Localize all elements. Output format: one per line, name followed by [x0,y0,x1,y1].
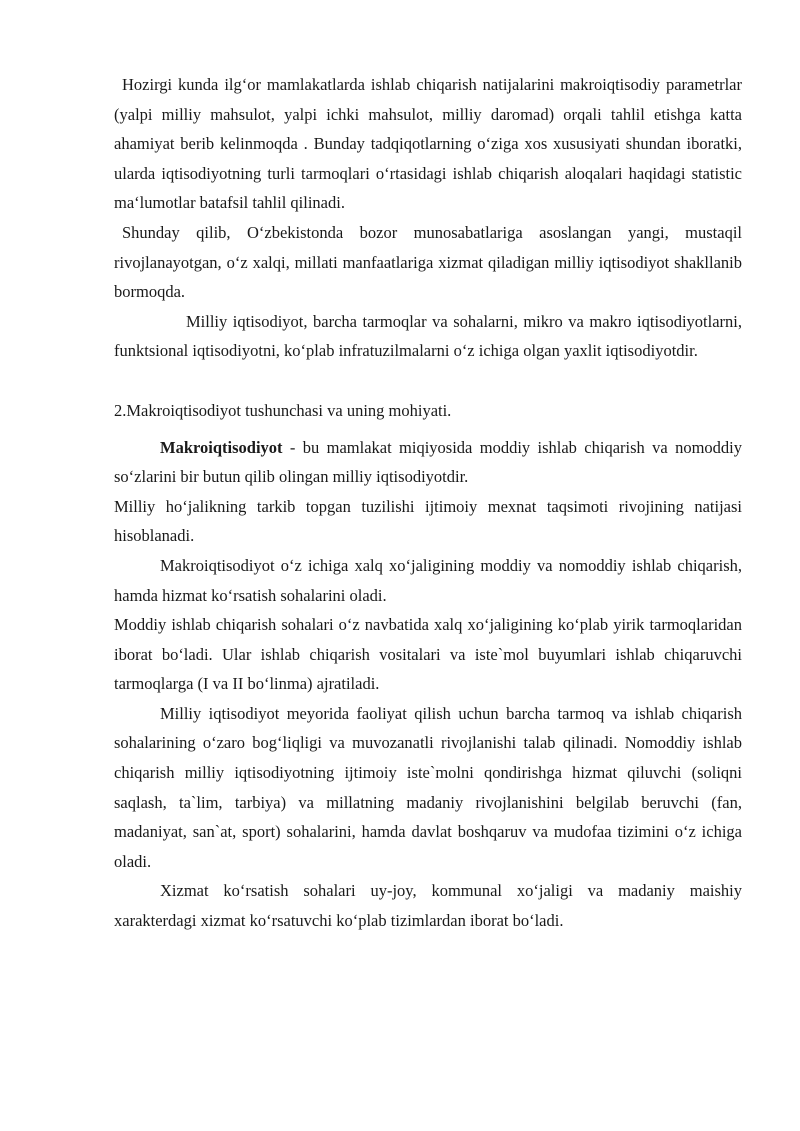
paragraph-balance: Milliy iqtisodiyot meyorida faoliyat qilish uchun barcha tarmoq va ishlab chiqarish sohalarining o‘zaro bog‘liqligi va muvozanatli rivojlanishi talab qilinadi. Nomoddiy ishlab chiqarish milliy iqtisodiyotning ijtimoiy iste`molni qondirishga hizmat qiluvchi (soliqni saqlash, ta`lim, tarbiya) va millatning madaniy rivojlanishini belgilab beruvchi (fan, madaniyat, san`at, sport) sohalarini, hamda davlat boshqaruv va mudofaa tizimini o‘z ichiga oladi. [114,703,742,871]
definition-term: Makroiqtisodiyot [160,437,283,457]
paragraph-structure: Milliy ho‘jalikning tarkib topgan tuzilishi ijtimoiy mexnat taqsimoti rivojining natijasi hisoblanadi. [114,496,742,546]
definition-paragraph [114,433,742,492]
paragraph-macro-scope: Makroiqtisodiyot o‘z ichiga xalq xo‘jaligining moddiy va nomoddiy ishlab chiqarish, hamda hizmat ko‘rsatish sohalarini oladi. [114,555,742,605]
document-page [114,70,742,936]
section-heading: 2.Makroiqtisodiyot tushunchasi va uning mohiyati. [114,400,452,420]
paragraph-uzbekistan: Shunday qilib, O‘zbekistonda bozor munosabatlariga asoslangan yangi, mustaqil rivojlanayotgan, o‘z xalqi, millati manfaatlariga xizmat qiladigan milliy iqtisodiyot shakllanib bormoqda. [114,222,742,302]
definition-text: - bu mamlakat miqiyosida moddiy ishlab chiqarish va nomoddiy so‘zlarini bir butun qilib olingan milliy iqtisodiyotdir. [114,437,742,487]
paragraph-intro: Hozirgi kunda ilg‘or mamlakatlarda ishlab chiqarish natijalarini makroiqtisodiy parametrlar (yalpi milliy mahsulot, yalpi ichki mahsulot, milliy daromad) orqali tahlil etishga katta ahamiyat berib kelinmoqda . Bunday tadqiqotlarning o‘ziga xos xususiyati shundan iboratki, ularda iqtisodiyotning turli tarmoqlari o‘rtasidagi ishlab chiqarish aloqalari haqidagi statistic ma‘lumotlar batafsil tahlil qilinadi. [114,75,742,213]
paragraph-material-production: Moddiy ishlab chiqarish sohalari o‘z navbatida xalq xo‘jaligining ko‘plab yirik tarmoqlaridan iborat bo‘ladi. Ular ishlab chiqarish vositalari va iste`mol buyumlari ishlab chiqaruvchi tarmoqlarga (I va II bo‘linma) ajratiladi. [114,615,742,694]
paragraph-services: Xizmat ko‘rsatish sohalari uy-joy, kommunal xo‘jaligi va madaniy maishiy xarakterdagi xizmat ko‘rsatuvchi ko‘plab tizimlardan iborat bo‘ladi. [114,881,742,931]
paragraph-national-economy: Milliy iqtisodiyot, barcha tarmoqlar va sohalarni, mikro va makro iqtisodiyotlarni, funktsional iqtisodiyotni, ko‘plab infratuzilmalarni o‘z ichiga olgan yaxlit iqtisodiyotdir. [114,311,742,361]
